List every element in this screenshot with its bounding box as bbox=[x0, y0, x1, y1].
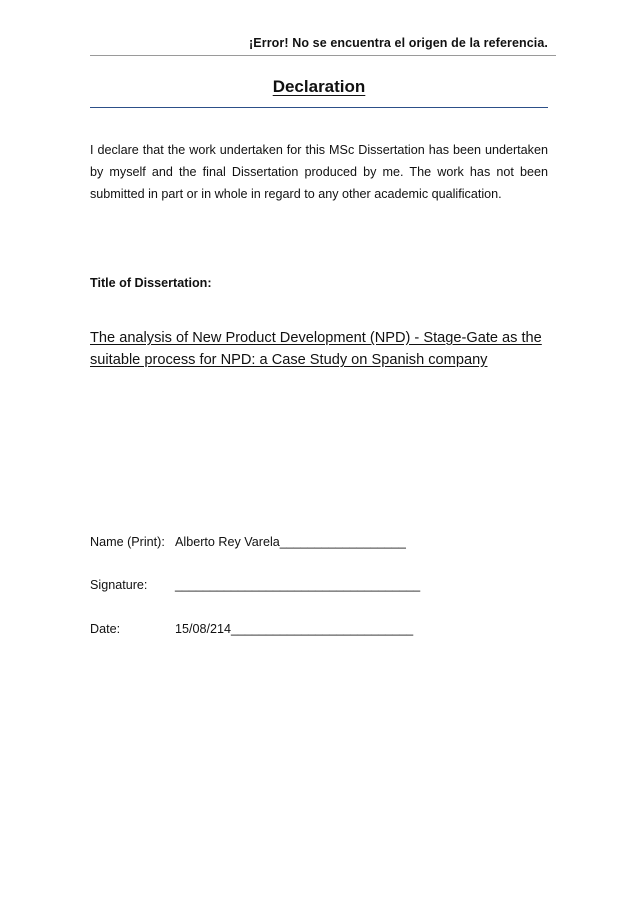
running-header: ¡Error! No se encuentra el origen de la referencia. bbox=[249, 36, 548, 50]
dissertation-title-label: Title of Dissertation: bbox=[90, 276, 212, 290]
declaration-statement: I declare that the work undertaken for this MSc Dissertation has been undertaken by myself and the final Dissertation produced by me. The work has not been submitted in part or in whole in regard to any other academic qualification. bbox=[90, 143, 548, 201]
name-value: Alberto Rey Varela__________________ bbox=[175, 535, 406, 549]
dissertation-title: The analysis of New Product Development (NPD) - Stage-Gate as the suitable process for NPD: a Case Study on Spanish company bbox=[90, 330, 542, 368]
page-title: Declaration bbox=[272, 77, 366, 96]
name-label: Name (Print): bbox=[90, 535, 165, 549]
signature-line: ___________________________________ bbox=[175, 578, 421, 592]
header-divider bbox=[90, 55, 556, 56]
date-value: 15/08/214__________________________ bbox=[175, 622, 414, 636]
title-divider bbox=[90, 107, 548, 108]
date-label: Date: bbox=[90, 622, 121, 636]
signature-label: Signature: bbox=[90, 578, 148, 592]
